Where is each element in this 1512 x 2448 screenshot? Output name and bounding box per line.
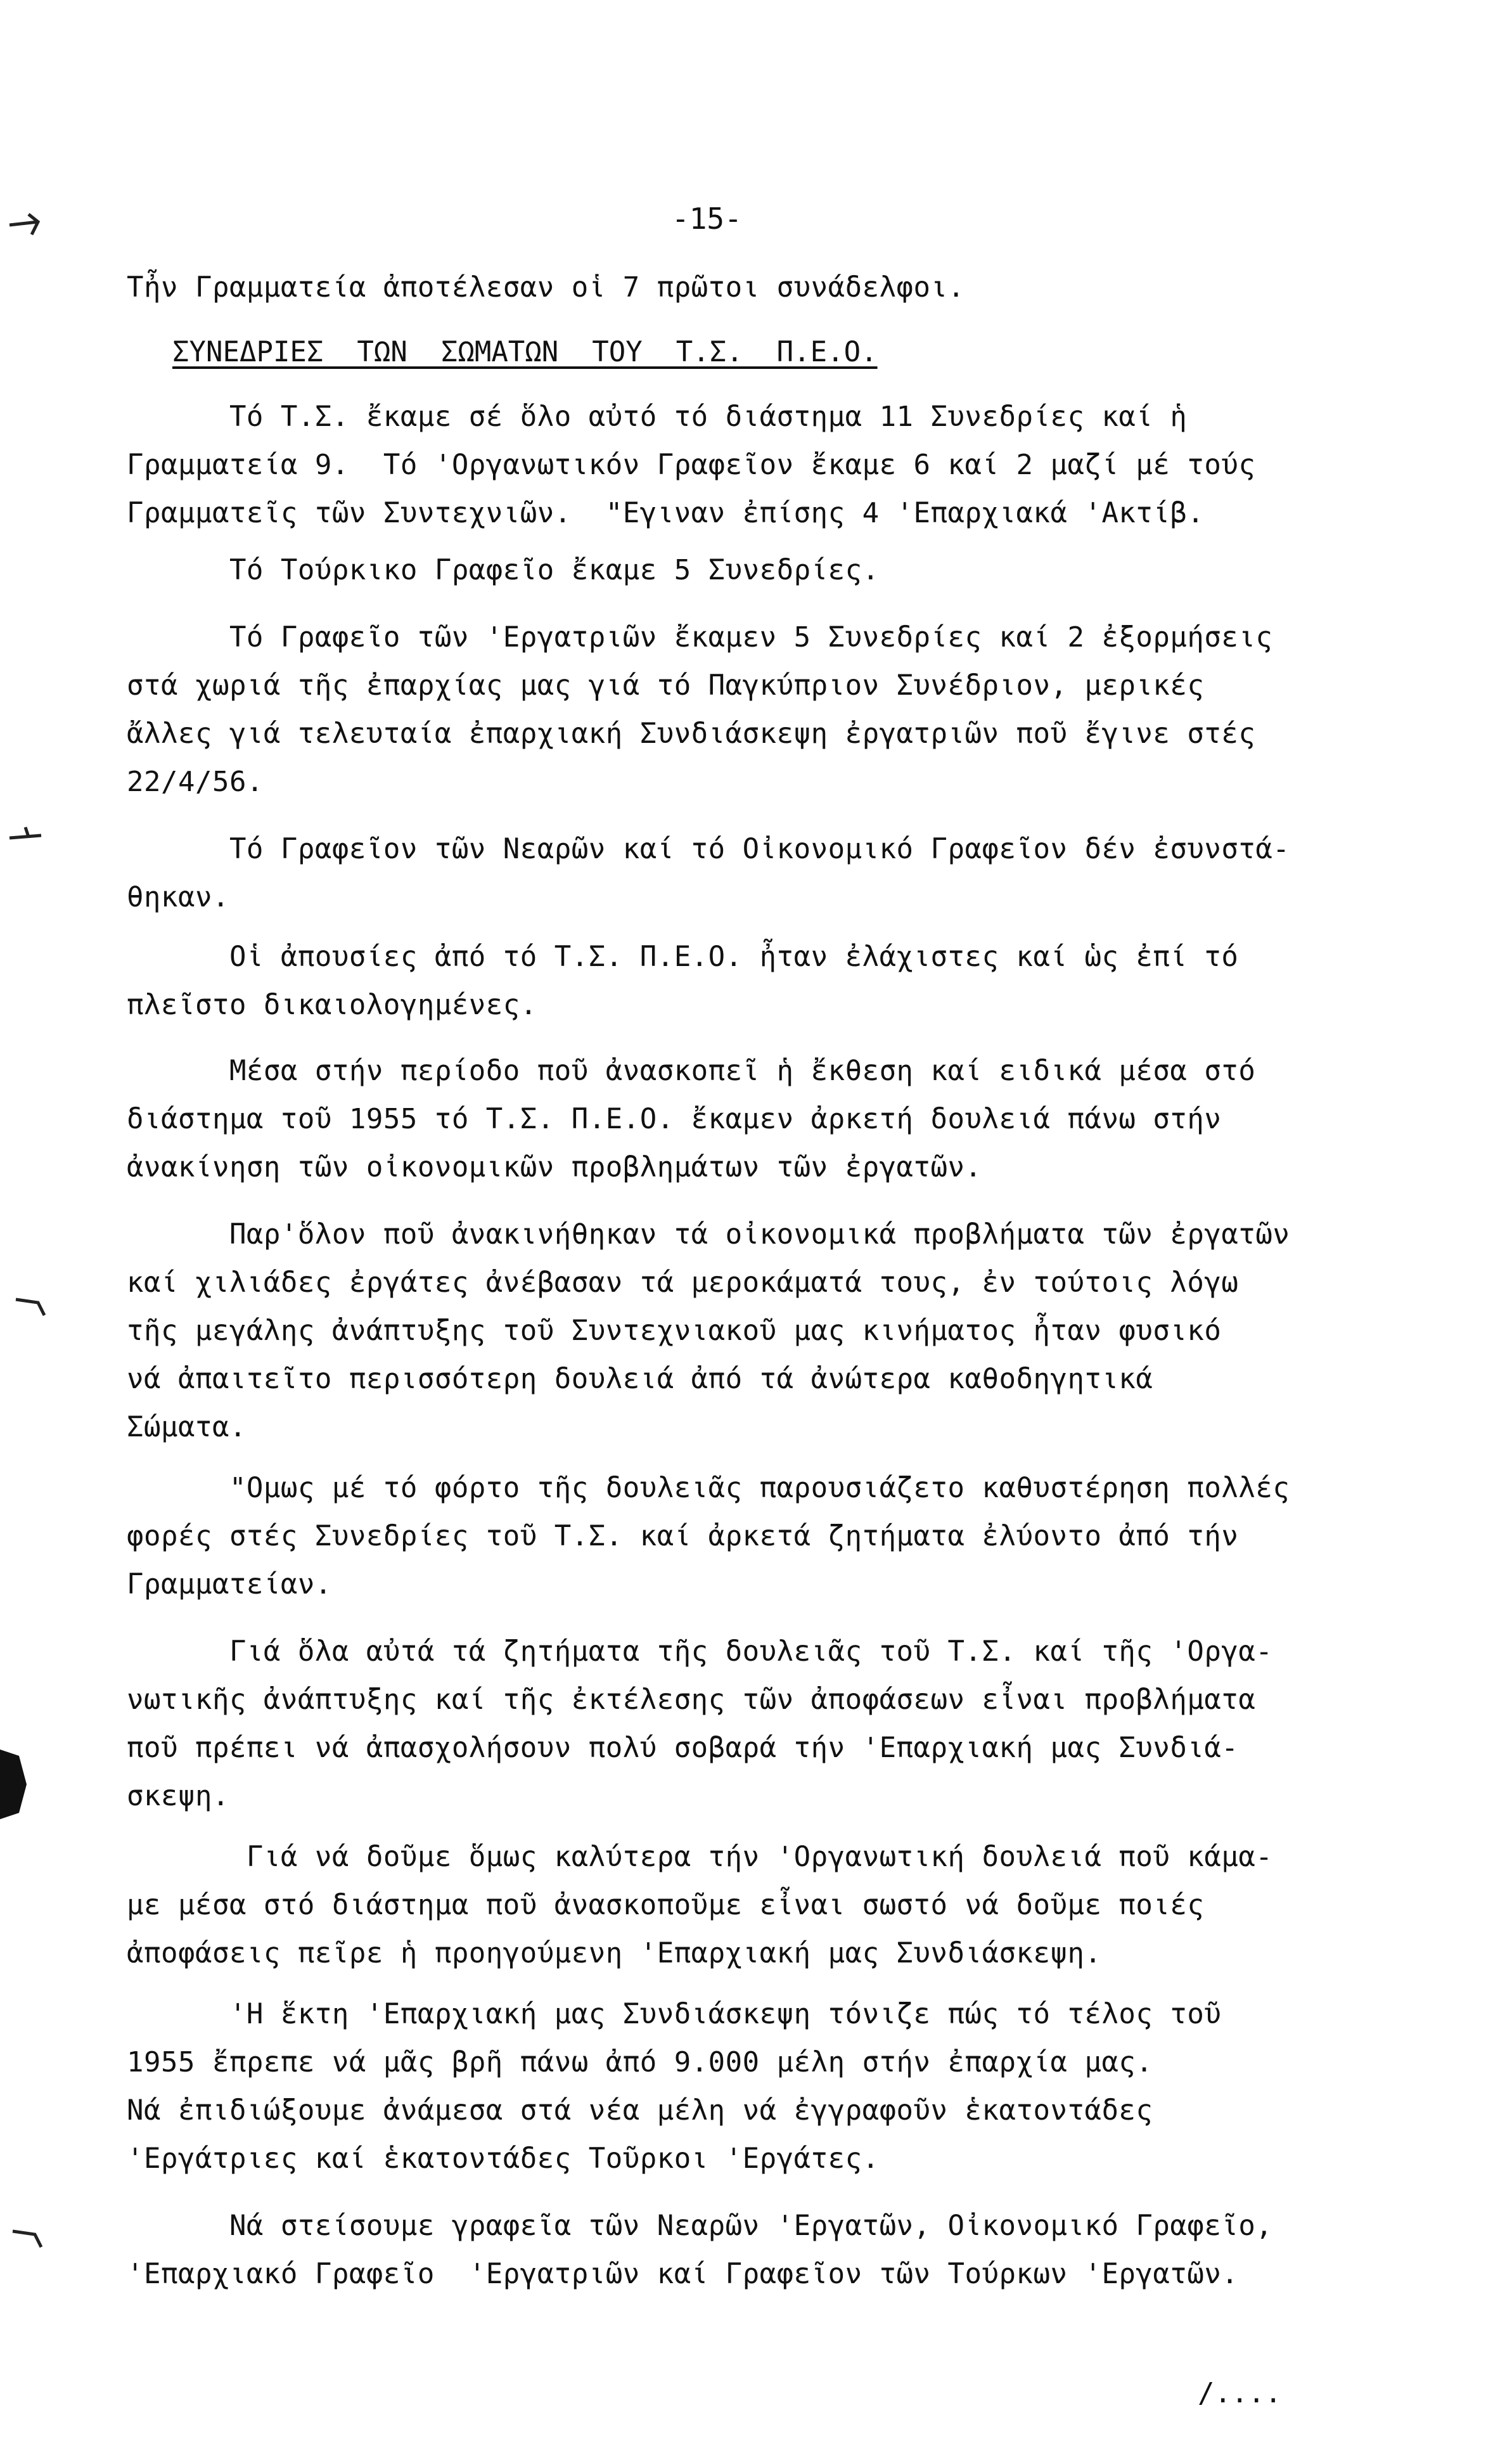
text-line: 1955 ἔπρεπε νά μᾶς βρῆ πάνω ἀπό 9.000 μέλη στήν ἐπαρχία μας. <box>127 2046 1153 2078</box>
text-line: 'Επαρχιακό Γραφεῖο 'Εργατριῶν καί Γραφεῖον τῶν Τούρκων 'Εργατῶν. <box>127 2258 1239 2290</box>
text-line: Νά στείσουμε γραφεῖα τῶν Νεαρῶν 'Εργατῶν, Οἰκονομικό Γραφεῖο, <box>127 2210 1273 2242</box>
text-line: 'Εργάτριες καί ἑκατοντάδες Τοῦρκοι 'Εργάτες. <box>127 2142 880 2175</box>
text-line: Τό Τ.Σ. ἔκαμε σέ ὅλο αὐτό τό διάστημα 11 Συνεδρίες καί ἡ <box>127 401 1188 433</box>
text-line: Γραμματείαν. <box>127 1568 332 1601</box>
text-line: ποῦ πρέπει νά ἀπασχολήσουν πολύ σοβαρά τήν 'Επαρχιακή μας Συνδιά- <box>127 1732 1239 1764</box>
text-line: ἀποφάσεις πεῖρε ἡ προηγούμενη 'Επαρχιακή μας Συνδιάσκεψη. <box>127 1937 1102 1969</box>
continuation-mark: /.... <box>1198 2377 1282 2409</box>
text-line: Γιά ὅλα αὐτά τά ζητήματα τῆς δουλειᾶς τοῦ Τ.Σ. καί τῆς 'Οργα- <box>127 1635 1273 1668</box>
text-line: διάστημα τοῦ 1955 τό Τ.Σ. Π.Ε.Ο. ἔκαμεν ἀρκετή δουλειά πάνω στήν <box>127 1103 1222 1135</box>
text-line: με μέσα στό διάστημα ποῦ ἀνασκοποῦμε εἶναι σωστό νά δοῦμε ποιές <box>127 1889 1205 1921</box>
text-line: Νά ἐπιδιώξουμε ἀνάμεσα στά νέα μέλη νά ἐγγραφοῦν ἑκατοντάδες <box>127 2094 1153 2127</box>
text-line: τῆς μεγάλης ἀνάπτυξης τοῦ Συντεχνιακοῦ μας κινήματος ἦταν φυσικό <box>127 1315 1222 1347</box>
text-line: 'Η ἕκτη 'Επαρχιακή μας Συνδιάσκεψη τόνιζε πώς τό τέλος τοῦ <box>127 1998 1222 2030</box>
text-line: Μέσα στήν περίοδο ποῦ ἀνασκοπεῖ ἡ ἔκθεση καί ειδικά μέσα στό <box>127 1055 1256 1087</box>
text-line: Τό Γραφεῖο τῶν 'Εργατριῶν ἔκαμεν 5 Συνεδρίες καί 2 ἐξορμήσεις <box>127 621 1273 654</box>
text-line: νά ἀπαιτεῖτο περισσότερη δουλειά ἀπό τά ἀνώτερα καθοδηγητικά <box>127 1363 1153 1395</box>
text-line: φορές στές Συνεδρίες τοῦ Τ.Σ. καί ἀρκετά ζητήματα ἐλύοντο ἀπό τήν <box>127 1520 1239 1552</box>
text-line: ἀνακίνηση τῶν οἰκονομικῶν προβλημάτων τῶν ἐργατῶν. <box>127 1151 982 1183</box>
text-line: Γραμματεία 9. Τό 'Οργανωτικόν Γραφεῖον ἔκαμε 6 καί 2 μαζί μέ τούς <box>127 449 1256 481</box>
margin-tick-icon <box>6 824 44 849</box>
margin-tick-icon <box>13 1287 51 1318</box>
text-line: στά χωριά τῆς ἐπαρχίας μας γιά τό Παγκύπριον Συνέδριον, μερικές <box>127 669 1205 702</box>
text-line: Σώματα. <box>127 1411 247 1443</box>
text-line: πλεῖστο δικαιολογημένες. <box>127 989 537 1021</box>
section-heading: ΣΥΝΕΔΡΙΕΣ ΤΩΝ ΣΩΜΑΤΩΝ ΤΟΥ Τ.Σ. Π.Ε.Ο. <box>172 336 878 368</box>
text-line: Τό Γραφεῖον τῶν Νεαρῶν καί τό Οἰκονομικό Γραφεῖον δέν ἐσυνστά- <box>127 833 1290 865</box>
margin-tick-icon <box>10 2219 48 2250</box>
text-line: 22/4/56. <box>127 766 264 798</box>
text-line: Οἱ ἀπουσίες ἀπό τό Τ.Σ. Π.Ε.Ο. ἦταν ἐλάχιστες καί ὡς ἐπί τό <box>127 941 1239 973</box>
text-line: θηκαν. <box>127 881 229 913</box>
text-line: ἄλλες γιά τελευταία ἐπαρχιακή Συνδιάσκεψη ἐργατριῶν ποῦ ἔγινε στές <box>127 718 1256 750</box>
text-line: Γραμματεῖς τῶν Συντεχνιῶν. "Εγιναν ἐπίσης 4 'Επαρχιακά 'Ακτίβ. <box>127 497 1205 529</box>
text-line: "Ομως μέ τό φόρτο τῆς δουλειᾶς παρουσιάζετο καθυστέρηση πολλές <box>127 1472 1290 1504</box>
page-number: -15- <box>672 202 742 236</box>
text-line: νωτικῆς ἀνάπτυξης καί τῆς ἐκτέλεσης τῶν ἀποφάσεων εἶναι προβλήματα <box>127 1684 1256 1716</box>
text-line: Γιά νά δοῦμε ὅμως καλύτερα τήν 'Οργανωτική δουλειά ποῦ κάμα- <box>127 1841 1273 1873</box>
margin-blot-icon <box>0 1749 32 1819</box>
text-line: Τό Τούρκικο Γραφεῖο ἔκαμε 5 Συνεδρίες. <box>127 554 880 586</box>
text-line: Παρ'ὅλον ποῦ ἀνακινήθηκαν τά οἰκονομικά προβλήματα τῶν ἐργατῶν <box>127 1218 1290 1251</box>
margin-tick-icon <box>6 209 44 241</box>
text-line: καί χιλιάδες ἐργάτες ἀνέβασαν τά μεροκάματά τους, ἐν τούτοις λόγω <box>127 1266 1239 1299</box>
text-line: Τἦν Γραμματεία ἀποτέλεσαν οἱ 7 πρῶτοι συνάδελφοι. <box>127 271 965 304</box>
text-line: σκεψη. <box>127 1780 229 1812</box>
